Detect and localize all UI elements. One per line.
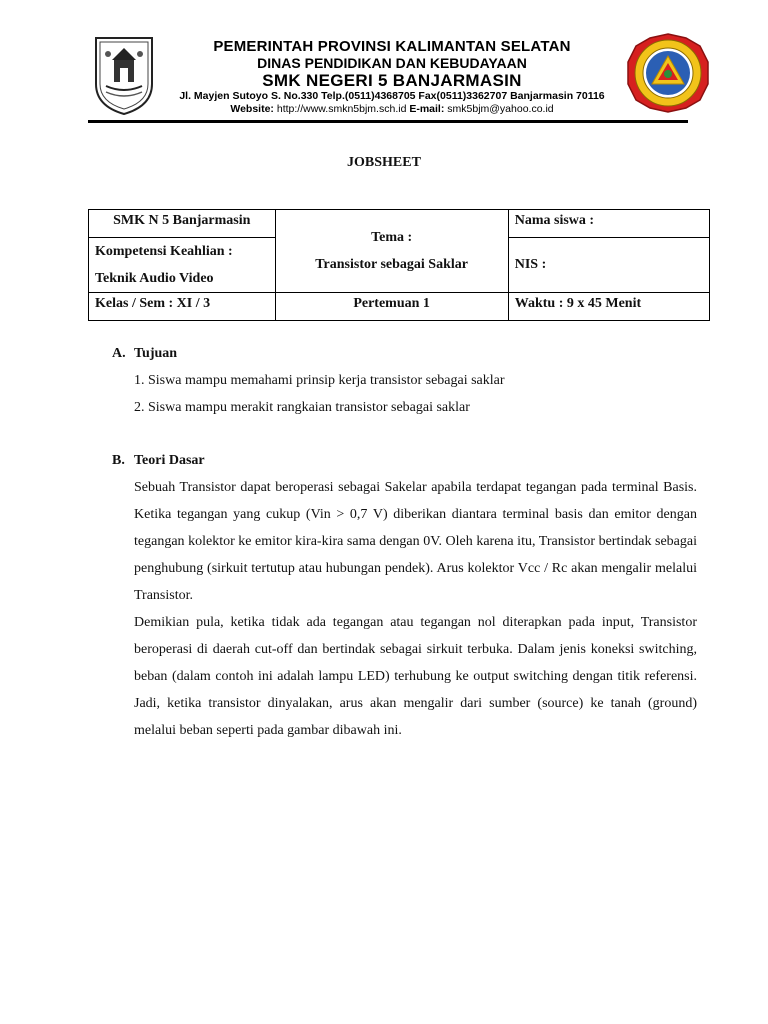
province-crest-icon xyxy=(92,34,156,116)
list-item: 1. Siswa mampu memahami prinsip kerja transistor sebagai saklar xyxy=(134,373,505,388)
nama-siswa-cell: Nama siswa : xyxy=(508,210,709,238)
waktu-cell: Waktu : 9 x 45 Menit xyxy=(508,293,709,321)
website-label: Website: xyxy=(230,103,274,115)
tujuan-list xyxy=(134,367,697,421)
tema-cell xyxy=(275,210,508,293)
kompetensi-cell xyxy=(89,238,276,293)
section-heading xyxy=(112,340,697,367)
paragraph: Sebuah Transistor dapat beroperasi sebagai Sakelar apabila terdapat tegangan pada terminal Basis. Ketika tegangan yang cukup (Vin > 0,7 V) diberikan diantara terminal basis dan emitor dengan tegangan kolektor ke emitor kira-kira sama dengan 0V. Oleh karena itu, Transistor bertindak sebagai penghubung (sirkuit tertutup atau hubungan pendek). Arus kolektor Vcc / Rc akan mengalir melalui Transistor. xyxy=(134,480,697,603)
kompetensi-value: Teknik Audio Video xyxy=(95,271,214,286)
section-title: Teori Dasar xyxy=(134,453,205,468)
nis-cell: NIS : xyxy=(508,238,709,293)
letterhead-government: PEMERINTAH PROVINSI KALIMANTAN SELATAN xyxy=(213,38,571,55)
school-emblem-icon xyxy=(626,32,710,114)
section-heading xyxy=(112,447,697,474)
section-letter: B. xyxy=(112,453,125,468)
school-cell: SMK N 5 Banjarmasin xyxy=(89,210,276,238)
letterhead-department: DINAS PENDIDIKAN DAN KEBUDAYAAN xyxy=(257,55,527,71)
section-letter: A. xyxy=(112,346,126,361)
website-link[interactable]: http://www.smkn5bjm.sch.id xyxy=(276,103,407,115)
tema-value: Transistor sebagai Saklar xyxy=(315,257,468,272)
paragraph: Demikian pula, ketika tidak ada tegangan atau tegangan nol diterapkan pada input, Transistor beroperasi di daerah cut-off dan bertindak sebagai sirkuit terbuka. Dalam jenis koneksi switching, beban (dalam contoh ini adalah lampu LED) terhubung ke output switching dengan titik referensi. Jadi, ketika transistor dinyalakan, arus akan mengalir dari sumber (source) ke tanah (ground) melalui beban seperti pada gambar dibawah ini. xyxy=(134,615,697,738)
email-label: E-mail: xyxy=(409,103,445,115)
tema-label: Tema : xyxy=(371,230,413,245)
kelas-cell: Kelas / Sem : XI / 3 xyxy=(89,293,276,321)
page-title: JOBSHEET xyxy=(347,155,421,170)
letterhead-address: Jl. Mayjen Sutoyo S. No.330 Telp.(0511)4368705 Fax(0511)3362707 Banjarmasin 70116 xyxy=(179,90,605,102)
section-title: Tujuan xyxy=(134,346,178,361)
letterhead xyxy=(88,30,710,126)
letterhead-contact xyxy=(152,103,632,116)
kompetensi-label: Kompetensi Keahlian : xyxy=(95,244,233,259)
letterhead-school-name: SMK NEGERI 5 BANJARMASIN xyxy=(262,71,522,90)
jobsheet-info-table xyxy=(88,209,710,321)
letterhead-divider xyxy=(88,120,688,123)
section-tujuan xyxy=(112,340,697,421)
list-item: 2. Siswa mampu merakit rangkaian transistor sebagai saklar xyxy=(134,400,470,415)
section-teori-dasar xyxy=(112,447,697,744)
pertemuan-cell: Pertemuan 1 xyxy=(275,293,508,321)
teori-body xyxy=(134,474,697,744)
email-link[interactable]: smk5bjm@yahoo.co.id xyxy=(447,103,554,115)
letterhead-text xyxy=(152,38,632,116)
